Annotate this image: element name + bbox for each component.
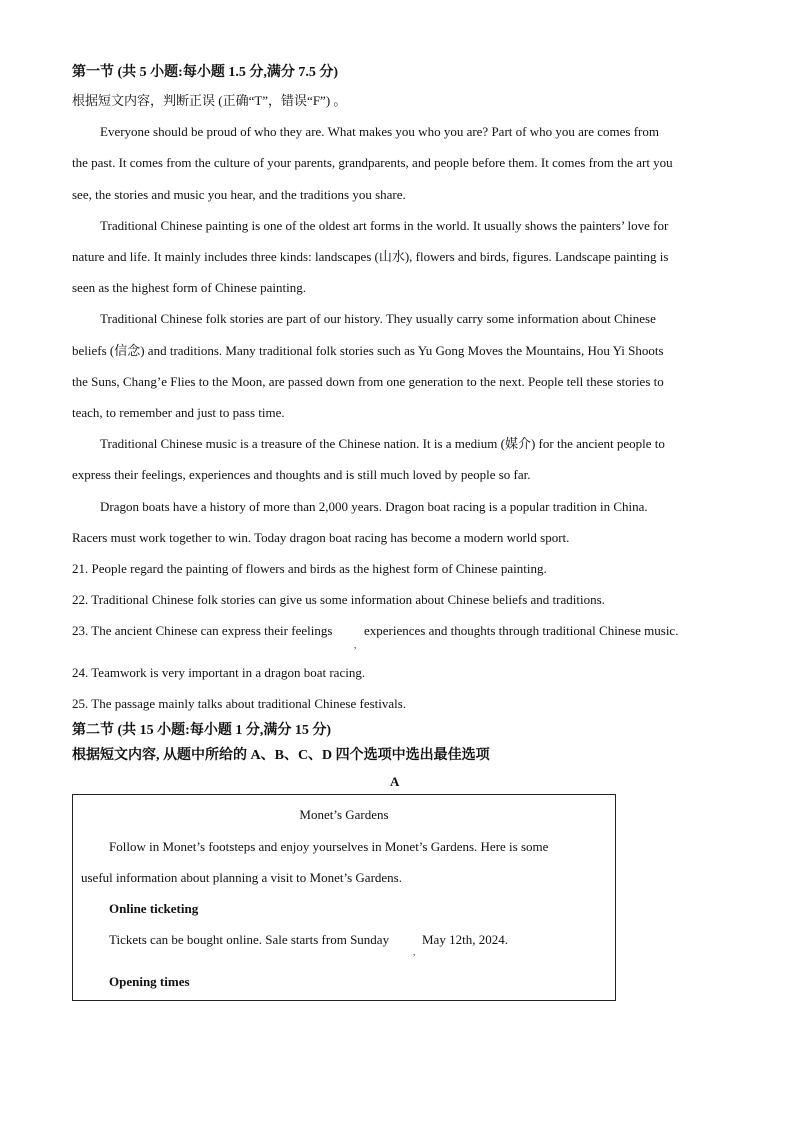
question-21: 21. People regard the painting of flowers and birds as the highest form of Chinese painting.	[72, 561, 547, 576]
question-24: 24. Teamwork is very important in a dragon boat racing.	[72, 665, 366, 680]
passage-p5-line2: Racers must work together to win. Today dragon boat racing has become a modern world sport.	[72, 530, 570, 545]
passage-p5-line1: Dragon boats have a history of more than 2,000 years. Dragon boat racing is a popular tradition in China.	[100, 499, 648, 514]
passage-p2-line2: nature and life. It mainly includes three kinds: landscapes (山水), flowers and birds, figures. Landscape painting is	[72, 249, 669, 264]
passage-p3-line1: Traditional Chinese folk stories are part of our history. They usually carry some information about Chinese	[100, 311, 656, 326]
passage-p3-line4: teach, to remember and just to pass time.	[72, 405, 285, 420]
passage-p4-line2: express their feelings, experiences and thoughts and is still much loved by people so far.	[72, 467, 531, 482]
question-23-comma: ,	[354, 640, 357, 650]
tickets-text-part1: Tickets can be bought online. Sale starts from Sunday	[109, 932, 390, 947]
section1-instruction: 根据短文内容，判断正误 (正确“T”，错误“F”) 。	[72, 93, 347, 108]
passage-p4-line1: Traditional Chinese music is a treasure of the Chinese nation. It is a medium (媒介) for the ancient people to	[100, 436, 665, 451]
section2-title: 第二节 (共 15 小题:每小题 1 分,满分 15 分)	[72, 723, 331, 738]
passage-p2-line3: seen as the highest form of Chinese painting.	[72, 280, 306, 295]
passage-p2-line1: Traditional Chinese painting is one of the oldest art forms in the world. It usually shows the painters’ love for	[100, 218, 669, 233]
passage-p1-line1: Everyone should be proud of who they are. What makes you who you are? Part of who you are comes from	[100, 124, 659, 139]
question-23-part2: experiences and thoughts through traditional Chinese music.	[364, 623, 679, 638]
tickets-comma: ,	[413, 947, 416, 957]
question-23-part1: 23. The ancient Chinese can express their feelings	[72, 623, 333, 638]
passage-p1-line2: the past. It comes from the culture of your parents, grandparents, and people before them. It comes from the art you	[72, 155, 673, 170]
passage-p3-line2: beliefs (信念) and traditions. Many traditional folk stories such as Yu Gong Moves the Mountains, Hou Yi Shoots	[72, 343, 664, 358]
passage-letter: A	[390, 774, 400, 789]
question-25: 25. The passage mainly talks about traditional Chinese festivals.	[72, 696, 407, 711]
question-22: 22. Traditional Chinese folk stories can give us some information about Chinese beliefs and traditions.	[72, 592, 605, 607]
box-intro-line1: Follow in Monet’s footsteps and enjoy yourselves in Monet’s Gardens. Here is some	[109, 839, 549, 854]
monet-gardens-box	[72, 794, 616, 1001]
passage-p3-line3: the Suns, Chang’e Flies to the Moon, are passed down from one generation to the next. People tell these stories to	[72, 374, 664, 389]
box-intro-line2: useful information about planning a visit to Monet’s Gardens.	[81, 870, 402, 885]
online-ticketing-heading: Online ticketing	[109, 901, 199, 916]
opening-times-heading: Opening times	[109, 974, 190, 989]
tickets-text-part2: May 12th, 2024.	[422, 932, 508, 947]
box-title: Monet’s Gardens	[299, 807, 389, 822]
passage-p1-line3: see, the stories and music you hear, and the traditions you share.	[72, 187, 406, 202]
section1-title: 第一节 (共 5 小题:每小题 1.5 分,满分 7.5 分)	[72, 65, 338, 80]
section2-instruction: 根据短文内容, 从题中所给的 A、B、C、D 四个选项中选出最佳选项	[72, 748, 490, 763]
